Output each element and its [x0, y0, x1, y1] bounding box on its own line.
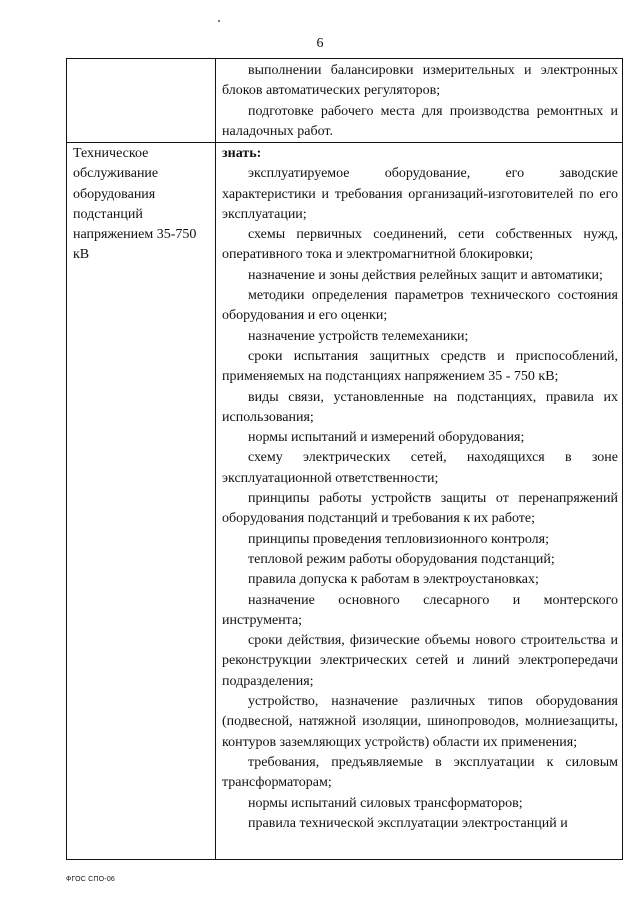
list-item: эксплуатируемое оборудование, его заводские характеристики и требования организаций-изготовителей по его эксплуатации; — [222, 166, 618, 222]
list-item: назначение и зоны действия релейных защит и автоматики; — [248, 267, 603, 283]
list-item: схему электрических сетей, находящихся в зоне эксплуатационной ответственности; — [222, 450, 618, 486]
list-item: правила технической эксплуатации электростанций и — [248, 815, 568, 831]
activity-line: обслуживание — [73, 166, 159, 182]
list-item: методики определения параметров технического состояния оборудования и его оценки; — [222, 288, 618, 324]
activity-line: кВ — [73, 247, 90, 263]
top-row-content — [222, 59, 618, 142]
column-divider — [215, 59, 216, 859]
list-item: тепловой режим работы оборудования подстанций; — [248, 551, 555, 567]
competency-table — [66, 58, 623, 860]
activity-line: напряжением 35-750 — [73, 227, 197, 243]
list-item: правила допуска к работам в электроустановках; — [248, 572, 539, 588]
main-row-content — [222, 144, 618, 834]
footer-code: ФГОС СПО-06 — [66, 876, 116, 883]
activity-line: подстанций — [73, 206, 143, 222]
list-item: принципы работы устройств защиты от перенапряжений оборудования подстанций и требования к их работе; — [222, 491, 618, 527]
list-item: назначение устройств телемеханики; — [248, 328, 469, 344]
list-item: сроки испытания защитных средств и приспособлений, применяемых на подстанциях напряжением 35 - 750 кВ; — [222, 348, 618, 385]
scan-speck — [218, 20, 220, 22]
page-number: 6 — [316, 36, 324, 51]
activity-line: оборудования — [73, 186, 156, 202]
list-item: принципы проведения тепловизионного контроля; — [248, 531, 549, 547]
list-item: нормы испытаний силовых трансформаторов; — [248, 795, 523, 811]
list-item: устройство, назначение различных типов оборудования (подвесной, натяжной изоляции, шинопроводов, молниезащиты, контуров заземляющих устройств) области их применения; — [222, 694, 618, 750]
activity-cell — [73, 144, 213, 266]
list-item: требования, предъявляемые в эксплуатации к силовым трансформаторам; — [222, 754, 618, 791]
activity-line: Техническое — [73, 146, 149, 161]
section-heading: знать: — [222, 146, 262, 161]
list-item: подготовке рабочего места для производства ремонтных и наладочных работ. — [222, 103, 618, 139]
list-item: назначение основного слесарного и монтерского инструмента; — [222, 592, 618, 628]
list-item: выполнении балансировки измерительных и электронных блоков автоматических регуляторов; — [222, 63, 618, 99]
list-item: нормы испытаний и измерений оборудования; — [248, 430, 525, 446]
requirements-cell — [222, 59, 618, 831]
list-item: схемы первичных соединений, сети собственных нужд, оперативного тока и электромагнитной блокировки; — [222, 227, 618, 263]
list-item: виды связи, установленные на подстанциях, правила их использования; — [222, 389, 618, 425]
list-item: сроки действия, физические объемы нового строительства и реконструкции электрических сетей и линий электропередачи подразделения; — [222, 633, 618, 689]
